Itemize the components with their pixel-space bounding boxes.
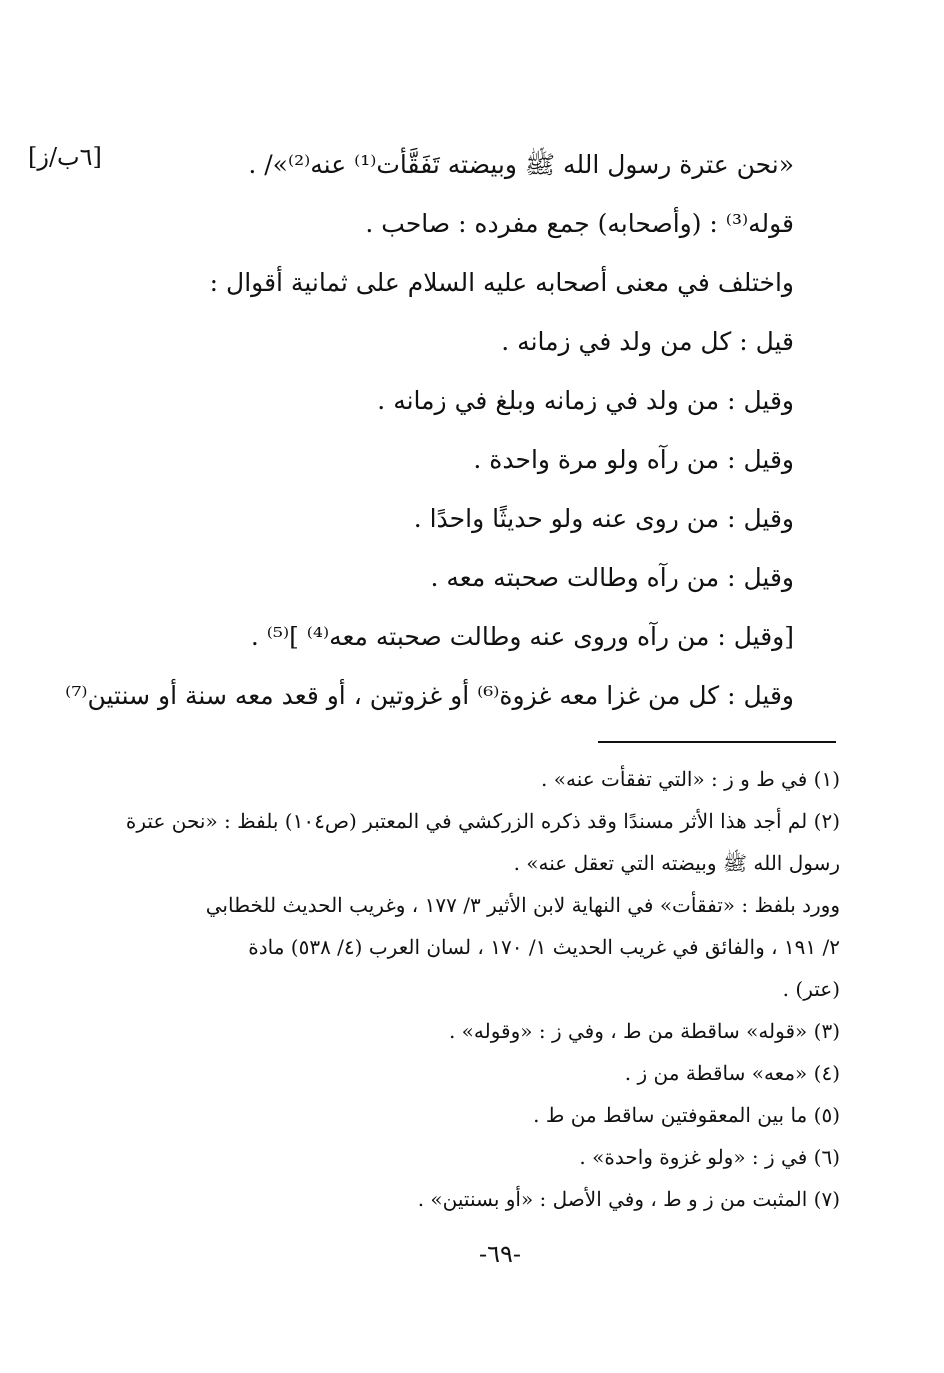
main-line-5: وقيل : من ولد في زمانه وبلغ في زمانه . [377,386,794,415]
footnote-2-cont-3: ٢/ ١٩١ ، والفائق في غريب الحديث ١/ ١٧٠ ، لسان العرب (٤/ ٥٣٨) مادة [248,935,840,959]
main-line-10: وقيل : كل من غزا معه غزوة⁽⁶⁾ أو غزوتين ، أو قعد معه سنة أو سنتين⁽⁷⁾ [65,681,794,710]
footnote-4: (٤) «معه» ساقطة من ز . [624,1061,840,1085]
page-number: -٦٩- [479,1240,521,1268]
footnote-7: (٧) المثبت من ز و ط ، وفي الأصل : «أو بسنتين» . [417,1187,840,1211]
footnote-1: (١) في ط و ز : «التي تفقأت عنه» . [541,767,840,791]
footnote-2-cont-1: رسول الله ﷺ وبيضته التي تعقل عنه» . [513,851,840,875]
main-line-4: قيل : كل من ولد في زمانه . [501,327,794,356]
margin-reference: [٦ب/ز] [28,143,102,171]
footnote-6: (٦) في ز : «ولو غزوة واحدة» . [579,1145,840,1169]
main-line-2: قوله⁽³⁾ : (وأصحابه) جمع مفرده : صاحب . [365,209,794,238]
main-line-6: وقيل : من رآه ولو مرة واحدة . [473,445,794,474]
footnote-5: (٥) ما بين المعقوفتين ساقط من ط . [533,1103,840,1127]
footnote-2-cont-4: (عتر) . [782,977,840,1001]
footnotes-block [120,758,840,1220]
footnote-divider [598,741,836,743]
main-line-7: وقيل : من روى عنه ولو حديثًا واحدًا . [413,504,794,533]
main-line-8: وقيل : من رآه وطالت صحبته معه . [430,563,794,592]
main-line-9: [وقيل : من رآه وروى عنه وطالت صحبته معه⁽⁴⁾ ]⁽⁵⁾ . [250,622,794,651]
main-line-3: واختلف في معنى أصحابه عليه السلام على ثمانية أقوال : [209,268,794,297]
footnote-2-cont-2: وورد بلفظ : «تفقأت» في النهاية لابن الأثير ٣/ ١٧٧ ، وغريب الحديث للخطابي [205,893,840,917]
footnote-2: (٢) لم أجد هذا الأثر مسندًا وقد ذكره الزركشي في المعتبر (ص١٠٤) بلفظ : «نحن عترة [125,809,840,833]
footnote-3: (٣) «قوله» ساقطة من ط ، وفي ز : «وقوله» . [448,1019,840,1043]
main-line-1: «نحن عترة رسول الله ﷺ وبيضته تَفَقَّأت⁽¹⁾ عنه⁽²⁾»/ . [248,150,794,179]
